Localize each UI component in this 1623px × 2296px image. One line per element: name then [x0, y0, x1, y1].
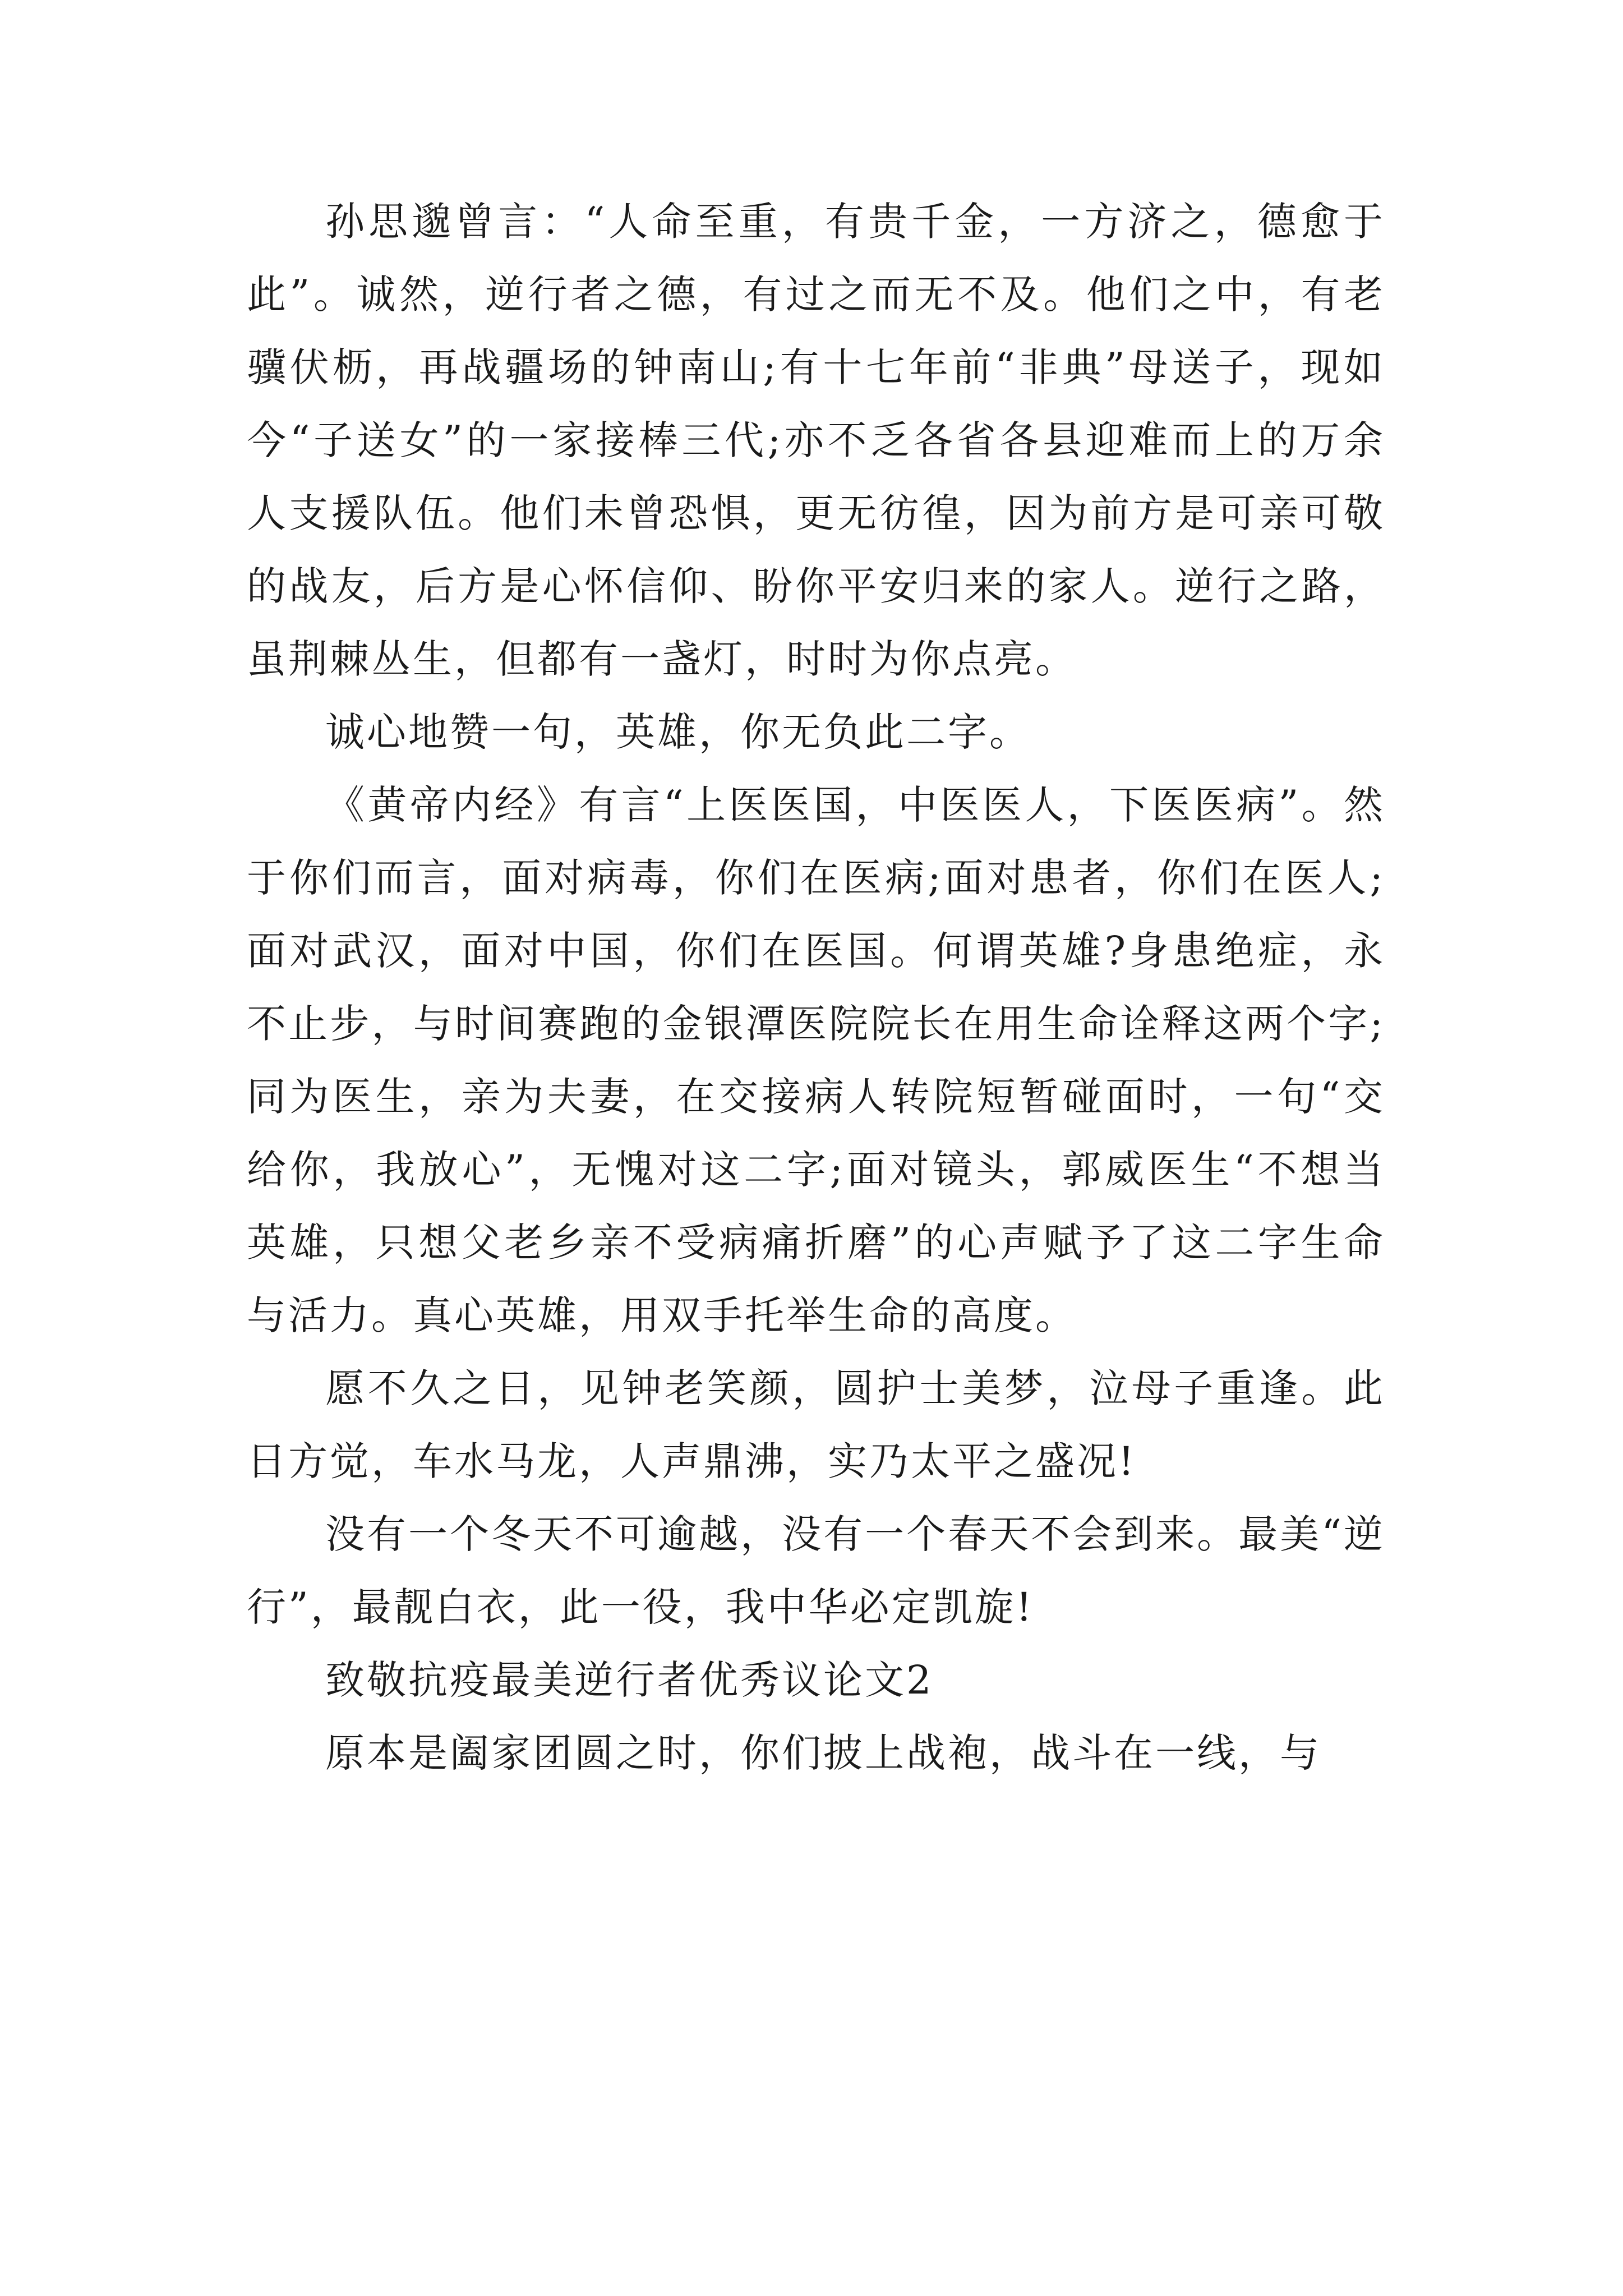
paragraph-sun-simiao: 孙思邈曾言：“人命至重，有贵千金，一方济之，德愈于此”。诚然，逆行者之德，有过之而无不及。他们之中，有老骥伏枥，再战疆场的钟南山;有十七年前“非典”母送子，现如今“子送女”的一家接棒三代;亦不乏各省各县迎难而上的万余人支援队伍。他们未曾恐惧，更无彷徨，因为前方是可亲可敬的战友，后方是心怀信仰、盼你平安归来的家人。逆行之路，虽荆棘丛生，但都有一盏灯，时时为你点亮。 — [247, 199, 1385, 682]
paragraph-wish: 愿不久之日，见钟老笑颜，圆护士美梦，泣母子重逢。此日方觉，车水马龙，人声鼎沸，实乃太平之盛况! — [247, 1365, 1385, 1484]
document-body — [247, 185, 1385, 1789]
paragraph-winter-spring: 没有一个冬天不可逾越，没有一个春天不会到来。最美“逆行”，最靓白衣，此一役，我中华必定凯旋! — [247, 1511, 1385, 1630]
paragraph-hero-praise: 诚心地赞一句，英雄，你无负此二字。 — [325, 709, 1031, 755]
paragraph-huangdi-neijing: 《黄帝内经》有言“上医医国，中医医人，下医医病”。然于你们而言，面对病毒，你们在医病;面对患者，你们在医人;面对武汉，面对中国，你们在医国。何谓英雄?身患绝症，永不止步，与时间赛跑的金银潭医院院长在用生命诠释这两个字;同为医生，亲为夫妻，在交接病人转院短暂碰面时，一句“交给你，我放心”，无愧对这二字;面对镜头，郭威医生“不想当英雄，只想父老乡亲不受病痛折磨”的心声赋予了这二字生命与活力。真心英雄，用双手托举生命的高度。 — [247, 782, 1385, 1338]
paragraph-reunion: 原本是阖家团圆之时，你们披上战袍，战斗在一线，与 — [325, 1730, 1321, 1776]
section-heading: 致敬抗疫最美逆行者优秀议论文2 — [325, 1657, 934, 1703]
